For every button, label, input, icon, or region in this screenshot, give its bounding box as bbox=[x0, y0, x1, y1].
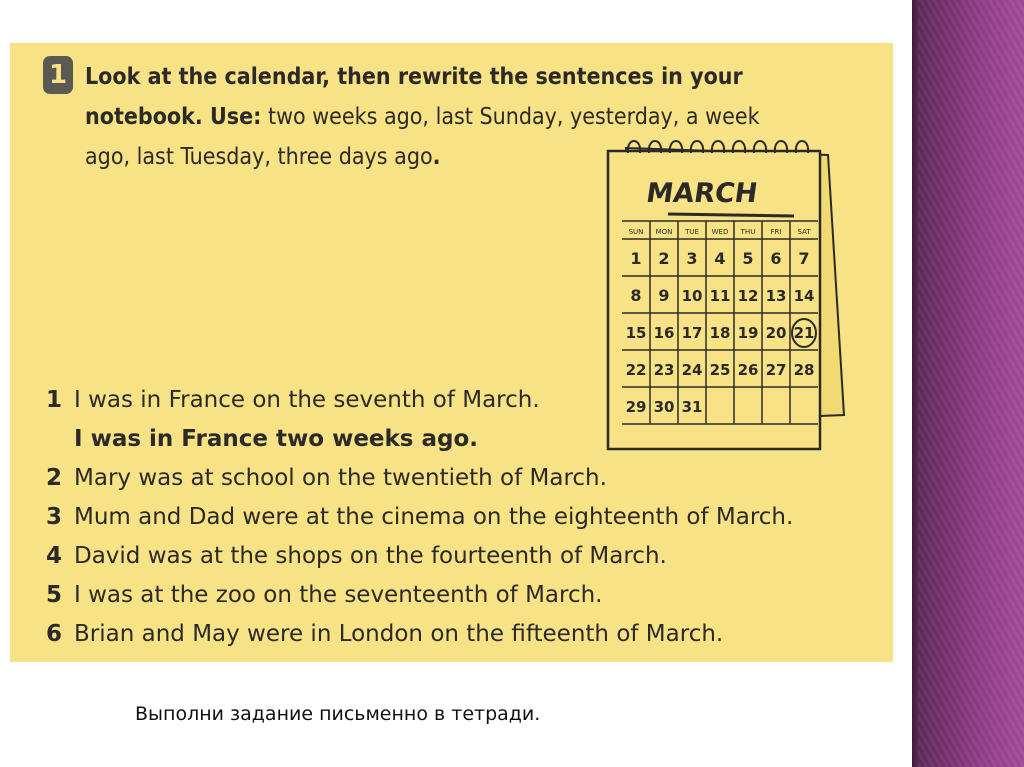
side-band-edge bbox=[912, 0, 918, 767]
weekday-label: TUE bbox=[685, 228, 699, 236]
calendar-day: 25 bbox=[709, 361, 731, 379]
sentence-text: Brian and May were in London on the fifteenth of March. bbox=[74, 620, 724, 647]
sentence-row bbox=[46, 536, 846, 575]
calendar-day: 6 bbox=[770, 249, 782, 268]
calendar-day: 12 bbox=[737, 287, 759, 305]
calendar-day: 27 bbox=[765, 361, 787, 379]
exercise-number-badge bbox=[43, 56, 73, 94]
calendar-day: 14 bbox=[793, 287, 815, 305]
sentence-row bbox=[46, 575, 846, 614]
sentence-text: David was at the shops on the fourteenth of March. bbox=[74, 542, 667, 569]
calendar-day: 5 bbox=[742, 249, 754, 268]
sentence-number: 2 bbox=[46, 464, 63, 491]
calendar-day: 8 bbox=[630, 286, 642, 305]
calendar-day: 31 bbox=[681, 398, 703, 416]
calendar-day: 18 bbox=[709, 324, 731, 342]
calendar-day: 3 bbox=[686, 249, 698, 268]
march-calendar bbox=[596, 93, 846, 463]
calendar-day: 11 bbox=[709, 287, 731, 305]
weekday-label: SUN bbox=[628, 228, 644, 236]
calendar-day: 28 bbox=[793, 361, 815, 379]
calendar-day: 16 bbox=[653, 324, 675, 342]
sentence-number: 6 bbox=[46, 620, 63, 647]
calendar-day: 21 bbox=[793, 324, 815, 342]
calendar-day: 13 bbox=[765, 287, 787, 305]
task-caption: Выполни задание письменно в тетради. bbox=[135, 703, 541, 725]
month-underline bbox=[668, 214, 794, 216]
sentence-text: I was in France on the seventh of March. bbox=[74, 386, 540, 413]
sentence-number: 3 bbox=[46, 503, 63, 530]
calendar-day: 9 bbox=[658, 286, 670, 305]
example-answer: I was in France two weeks ago. bbox=[74, 425, 479, 452]
calendar-day: 7 bbox=[798, 249, 810, 268]
sentence-row bbox=[46, 614, 846, 653]
instruction-word-list: two weeks ago, last Sunday, yesterday, a week ago, last Tuesday, three days ago bbox=[85, 104, 760, 170]
calendar-month-title: MARCH bbox=[644, 178, 760, 209]
calendar-day: 1 bbox=[630, 249, 642, 268]
calendar-day: 15 bbox=[625, 324, 647, 342]
weekday-label: THU bbox=[740, 228, 756, 236]
instruction-end: . bbox=[432, 144, 441, 170]
calendar-day: 26 bbox=[737, 361, 759, 379]
weekday-label: SAT bbox=[797, 228, 811, 236]
sentence-row bbox=[46, 497, 846, 536]
weekday-label: MON bbox=[655, 228, 673, 236]
calendar-day: 17 bbox=[681, 324, 703, 342]
calendar-day: 4 bbox=[714, 249, 726, 268]
calendar-day: 29 bbox=[625, 398, 647, 416]
instruction-lead: Look at the calendar, then rewrite the sentences in your notebook. Use: bbox=[85, 64, 743, 130]
calendar-day: 24 bbox=[681, 361, 703, 379]
calendar-day: 20 bbox=[765, 324, 787, 342]
calendar-day: 2 bbox=[658, 249, 670, 268]
weekday-label: WED bbox=[711, 228, 729, 236]
calendar-day: 10 bbox=[681, 287, 703, 305]
calendar-day: 30 bbox=[653, 398, 675, 416]
calendar-day: 19 bbox=[737, 324, 759, 342]
weekday-label: FRI bbox=[770, 228, 782, 236]
calendar-day: 22 bbox=[625, 361, 647, 379]
sentence-number: 1 bbox=[46, 386, 63, 413]
side-band-texture bbox=[918, 0, 1024, 767]
sentence-text: Mum and Dad were at the cinema on the eighteenth of March. bbox=[74, 503, 794, 530]
sentence-number: 5 bbox=[46, 581, 63, 608]
sentence-number: 4 bbox=[46, 542, 63, 569]
sentence-text: I was at the zoo on the seventeenth of March. bbox=[74, 581, 603, 608]
exercise-number: 1 bbox=[48, 60, 68, 90]
sentence-text: Mary was at school on the twentieth of March. bbox=[74, 464, 607, 491]
calendar-day: 23 bbox=[653, 361, 675, 379]
sentence-row bbox=[46, 458, 846, 497]
